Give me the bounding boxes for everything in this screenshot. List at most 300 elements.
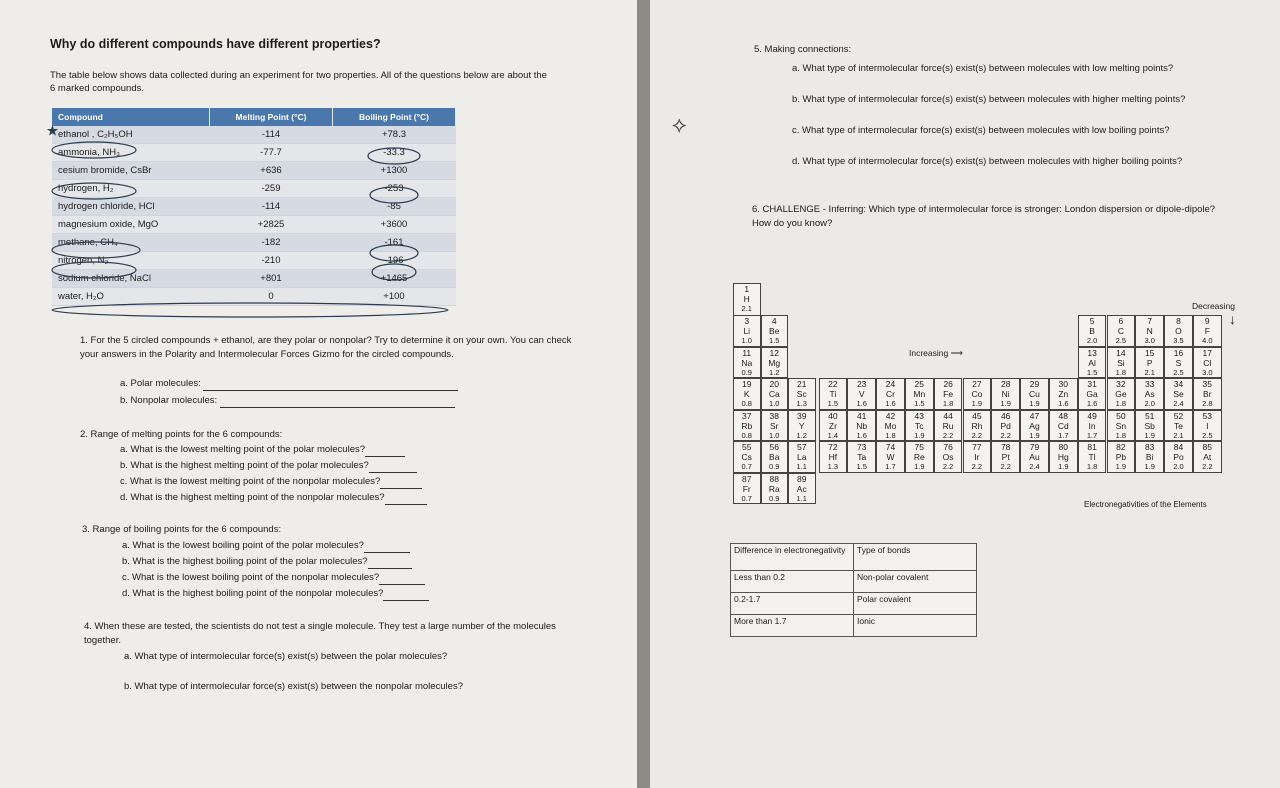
q1-a-label: a. Polar molecules: <box>120 378 201 389</box>
element-electronegativity: 3.0 <box>1144 336 1155 345</box>
element-symbol: Ag <box>1029 420 1040 431</box>
q3-c-row <box>122 571 425 585</box>
element-number: 37 <box>742 410 752 421</box>
arrow-down-icon: ↓ <box>1229 311 1236 327</box>
element-symbol: Zn <box>1058 389 1069 399</box>
element-cell <box>761 315 789 347</box>
element-cell <box>991 441 1020 473</box>
element-number: 26 <box>943 379 953 389</box>
element-symbol: Mo <box>884 420 897 431</box>
q2-a-answer-line[interactable] <box>365 446 405 457</box>
element-symbol: B <box>1089 326 1095 336</box>
element-symbol: At <box>1203 452 1212 462</box>
element-cell <box>1107 315 1136 347</box>
element-electronegativity: 1.9 <box>1029 430 1040 440</box>
element-electronegativity: 2.2 <box>1000 462 1011 471</box>
element-symbol: Po <box>1173 452 1184 462</box>
element-electronegativity: 0.9 <box>741 367 752 377</box>
q3-a-answer-line[interactable] <box>364 542 410 553</box>
q2-b-row <box>120 459 417 473</box>
periodic-table-caption: Electronegativities of the Elements <box>1084 500 1207 509</box>
element-cell <box>761 473 789 505</box>
element-cell <box>1020 378 1049 410</box>
element-electronegativity: 1.8 <box>942 399 954 408</box>
element-cell <box>905 378 934 410</box>
element-cell <box>963 378 992 410</box>
element-cell <box>963 410 992 442</box>
element-electronegativity: 1.2 <box>796 430 807 440</box>
bond-type-table <box>730 543 977 637</box>
element-cell <box>1049 378 1078 410</box>
element-cell <box>876 378 905 410</box>
element-symbol: Bi <box>1145 452 1154 462</box>
element-electronegativity: 1.0 <box>769 430 780 440</box>
element-number: 89 <box>797 473 807 484</box>
element-number: 50 <box>1116 410 1126 421</box>
question-2: 2. Range of melting points for the 6 compounds: <box>80 429 283 440</box>
element-number: 75 <box>914 442 925 452</box>
element-electronegativity: 1.5 <box>856 462 867 471</box>
q3-b-label: b. What is the highest boiling point of the polar molecules? <box>122 556 368 567</box>
element-number: 9 <box>1204 316 1210 326</box>
element-number: 34 <box>1173 379 1184 389</box>
element-electronegativity: 1.9 <box>1144 462 1155 471</box>
element-electronegativity: 1.2 <box>769 367 780 377</box>
element-cell <box>847 410 876 442</box>
element-cell <box>1078 378 1107 410</box>
element-symbol: Y <box>798 420 805 431</box>
element-symbol: Rb <box>741 420 753 431</box>
q2-a-label: a. What is the lowest melting point of the polar molecules? <box>120 444 366 455</box>
element-cell <box>1049 410 1078 442</box>
element-cell <box>905 441 934 473</box>
circle-nitrogen-bp <box>372 264 416 280</box>
element-symbol: La <box>797 452 807 462</box>
melting-point-cell: -77.7 <box>210 144 333 162</box>
element-number: 7 <box>1147 316 1153 326</box>
boiling-point-cell: -196 <box>333 252 456 270</box>
element-cell <box>847 378 876 410</box>
element-number: 83 <box>1144 442 1155 452</box>
element-symbol: Pd <box>1000 420 1011 431</box>
q3-c-label: c. What is the lowest boiling point of the nonpolar molecules? <box>122 572 380 583</box>
element-symbol: Hg <box>1057 452 1069 462</box>
element-number: 17 <box>1202 347 1213 358</box>
element-electronegativity: 1.8 <box>885 430 896 440</box>
element-number: 12 <box>769 347 779 358</box>
element-symbol: Cu <box>1029 389 1040 399</box>
element-electronegativity: 1.4 <box>827 430 839 440</box>
element-number: 78 <box>1000 442 1011 452</box>
question-5: 5. Making connections: <box>754 44 852 55</box>
element-electronegativity: 2.5 <box>1173 367 1184 377</box>
q5-d-label: d. What type of intermolecular force(s) exist(s) between molecules with higher boiling points? <box>792 156 1183 167</box>
melting-point-cell: -114 <box>210 126 333 144</box>
element-number: 41 <box>856 410 867 421</box>
element-number: 72 <box>828 442 838 452</box>
pencil-sketch-mark: ⟡ <box>672 112 687 137</box>
element-symbol: N <box>1146 326 1153 336</box>
element-number: 77 <box>972 442 982 452</box>
q2-b-answer-line[interactable] <box>369 462 417 473</box>
element-electronegativity: 1.9 <box>1000 399 1011 408</box>
element-electronegativity: 2.0 <box>1144 399 1155 408</box>
element-electronegativity: 1.8 <box>1115 399 1127 408</box>
element-number: 30 <box>1058 379 1069 389</box>
decreasing-label: Decreasing <box>1192 301 1235 311</box>
element-electronegativity: 1.0 <box>741 336 752 345</box>
element-electronegativity: 2.0 <box>1173 462 1184 471</box>
melting-point-cell: -259 <box>210 180 333 198</box>
q3-d-answer-line[interactable] <box>383 590 429 601</box>
element-symbol: Ra <box>768 483 780 494</box>
element-cell <box>1078 347 1107 379</box>
question-1: 1. For the 5 circled compounds + ethanol, are they polar or nonpolar? Try to determine it on your own. You can check your answers in the Polarity and Intermolecular Forces Gizmo for the circled compounds. <box>80 335 572 360</box>
element-cell <box>819 378 848 410</box>
element-number: 76 <box>943 442 953 452</box>
circle-annotations <box>0 0 637 330</box>
bonds-header-type: Type of bonds <box>854 544 977 571</box>
q2-d-answer-line[interactable] <box>385 494 427 505</box>
boiling-point-cell: -253 <box>333 180 456 198</box>
element-electronegativity: 1.6 <box>856 430 867 440</box>
element-cell <box>1135 410 1164 442</box>
element-symbol: Zr <box>828 420 837 431</box>
q1-a-answer-line[interactable] <box>203 380 458 391</box>
element-number: 31 <box>1087 379 1097 389</box>
element-number: 13 <box>1087 347 1097 358</box>
q2-c-answer-line[interactable] <box>380 478 422 489</box>
element-symbol: Na <box>741 357 753 368</box>
element-symbol: Li <box>743 326 751 336</box>
element-electronegativity: 0.7 <box>741 493 752 503</box>
element-cell <box>761 378 789 410</box>
compound-cell: hydrogen, H₂ <box>52 180 210 198</box>
element-symbol: In <box>1088 420 1096 431</box>
q2-d-row <box>120 491 427 505</box>
element-symbol: H <box>743 294 750 304</box>
element-electronegativity: 1.9 <box>914 462 925 471</box>
element-symbol: Ca <box>768 389 780 399</box>
element-electronegativity: 1.5 <box>769 336 780 345</box>
element-electronegativity: 1.8 <box>1086 462 1098 471</box>
q4-a-label: a. What type of intermolecular force(s) exist(s) between the polar molecules? <box>124 651 448 662</box>
compound-cell: magnesium oxide, MgO <box>52 216 210 234</box>
element-symbol: Ru <box>942 420 954 431</box>
element-electronegativity: 0.7 <box>741 462 752 471</box>
element-cell <box>1193 441 1222 473</box>
element-electronegativity: 2.1 <box>1173 430 1184 440</box>
melting-point-cell: 0 <box>210 288 333 306</box>
element-cell <box>1193 315 1222 347</box>
element-number: 85 <box>1202 442 1213 452</box>
element-electronegativity: 1.7 <box>1058 430 1069 440</box>
element-cell <box>876 410 905 442</box>
element-symbol: P <box>1146 357 1153 368</box>
element-electronegativity: 0.8 <box>741 399 752 408</box>
element-electronegativity: 0.9 <box>769 493 780 503</box>
compound-cell: ethanol , C₂H₅OH <box>52 126 210 144</box>
element-electronegativity: 4.0 <box>1202 336 1213 345</box>
bonds-type-cell: Ionic <box>854 615 977 637</box>
element-electronegativity: 1.7 <box>1086 430 1098 440</box>
q3-b-answer-line[interactable] <box>368 558 412 569</box>
element-symbol: C <box>1117 326 1124 336</box>
element-symbol: Pt <box>1001 452 1010 462</box>
element-number: 22 <box>828 379 838 389</box>
q2-c-label: c. What is the lowest melting point of the nonpolar molecules? <box>120 476 381 487</box>
element-electronegativity: 2.0 <box>1086 336 1098 345</box>
element-electronegativity: 2.2 <box>1000 430 1011 440</box>
element-number: 55 <box>742 442 752 452</box>
element-electronegativity: 2.2 <box>971 430 983 440</box>
q1-b-answer-line[interactable] <box>220 397 455 408</box>
element-number: 27 <box>972 379 982 389</box>
boiling-point-cell: -85 <box>333 198 456 216</box>
element-symbol: Mn <box>913 389 926 399</box>
element-cell <box>1135 378 1164 410</box>
bonds-header-difference: Difference in electronegativity <box>731 544 854 571</box>
element-cell <box>1193 347 1222 379</box>
element-symbol: Sn <box>1115 420 1127 431</box>
melting-point-cell: -182 <box>210 234 333 252</box>
element-electronegativity: 1.6 <box>1058 399 1069 408</box>
circle-nitrogen <box>52 262 136 278</box>
element-cell <box>934 410 963 442</box>
element-cell <box>1135 441 1164 473</box>
compound-cell: nitrogen, N₂ <box>52 252 210 270</box>
element-symbol: Sb <box>1144 420 1155 431</box>
element-electronegativity: 1.9 <box>971 399 983 408</box>
compound-cell: hydrogen chloride, HCl <box>52 198 210 216</box>
element-number: 79 <box>1029 442 1040 452</box>
melting-point-cell: +2825 <box>210 216 333 234</box>
bonds-row <box>731 615 977 637</box>
element-electronegativity: 2.4 <box>1029 462 1040 471</box>
element-number: 82 <box>1116 442 1126 452</box>
element-electronegativity: 1.9 <box>1115 462 1127 471</box>
element-electronegativity: 0.9 <box>769 462 780 471</box>
question-3: 3. Range of boiling points for the 6 compounds: <box>82 524 282 535</box>
element-cell <box>733 315 761 347</box>
q3-d-row <box>122 587 429 601</box>
element-number: 48 <box>1058 410 1069 421</box>
element-electronegativity: 2.2 <box>971 462 983 471</box>
element-cell <box>1078 410 1107 442</box>
element-cell <box>733 378 761 410</box>
element-cell <box>934 378 963 410</box>
element-symbol: V <box>858 389 865 399</box>
element-symbol: Be <box>769 326 780 336</box>
element-number: 53 <box>1202 410 1213 421</box>
element-symbol: Ni <box>1001 389 1010 399</box>
element-symbol: Ir <box>974 452 980 462</box>
q4-b-label: b. What type of intermolecular force(s) exist(s) between the nonpolar molecules? <box>124 681 463 692</box>
element-electronegativity: 1.9 <box>1058 462 1069 471</box>
circle-ammonia-bp <box>368 148 420 164</box>
element-number: 38 <box>769 410 779 421</box>
element-electronegativity: 1.8 <box>1115 430 1127 440</box>
q3-a-row <box>122 539 410 553</box>
element-number: 4 <box>771 316 777 326</box>
element-cell <box>733 283 761 316</box>
element-number: 3 <box>744 316 750 326</box>
element-cell <box>1049 441 1078 473</box>
element-electronegativity: 2.2 <box>942 462 954 471</box>
header-compound: Compound <box>52 108 210 126</box>
element-cell <box>905 410 934 442</box>
element-electronegativity: 2.8 <box>1202 399 1213 408</box>
melting-point-cell: -114 <box>210 198 333 216</box>
element-number: 16 <box>1173 347 1184 358</box>
element-cell <box>761 441 789 473</box>
element-number: 44 <box>943 410 953 421</box>
element-cell <box>1193 410 1222 442</box>
element-electronegativity: 2.2 <box>1202 462 1213 471</box>
circle-methane <box>52 242 140 258</box>
q1-a-row <box>120 377 458 391</box>
element-electronegativity: 1.5 <box>1086 367 1098 377</box>
element-symbol: I <box>1206 420 1209 431</box>
q2-a-row <box>120 443 405 457</box>
element-symbol: Ge <box>1115 389 1127 399</box>
element-number: 46 <box>1000 410 1011 421</box>
compound-cell: methane, CH₄ <box>52 234 210 252</box>
element-electronegativity: 1.9 <box>1144 430 1155 440</box>
element-number: 40 <box>828 410 838 421</box>
element-number: 74 <box>885 442 896 452</box>
element-symbol: Os <box>942 452 954 462</box>
element-number: 42 <box>885 410 896 421</box>
element-cell <box>1020 441 1049 473</box>
element-cell <box>991 410 1020 442</box>
element-number: 11 <box>742 347 752 358</box>
element-cell <box>819 441 848 473</box>
element-electronegativity: 1.9 <box>914 430 925 440</box>
element-cell <box>733 441 761 473</box>
element-cell <box>1193 378 1222 410</box>
element-number: 32 <box>1116 379 1126 389</box>
element-electronegativity: 1.6 <box>856 399 867 408</box>
boiling-point-cell: -161 <box>333 234 456 252</box>
element-number: 39 <box>797 410 807 421</box>
compound-cell: water, H₂O <box>52 288 210 306</box>
element-symbol: K <box>743 389 750 399</box>
element-symbol: Ga <box>1086 389 1098 399</box>
element-symbol: F <box>1204 326 1210 336</box>
element-number: 28 <box>1000 379 1011 389</box>
element-electronegativity: 2.1 <box>1144 367 1155 377</box>
header-boiling-point: Boiling Point (°C) <box>333 108 456 126</box>
element-electronegativity: 3.0 <box>1202 367 1213 377</box>
element-symbol: Hf <box>828 452 838 462</box>
element-electronegativity: 1.1 <box>796 462 807 471</box>
bonds-range-cell: 0.2-1.7 <box>731 593 854 615</box>
circle-hydrogen-bp <box>370 187 418 203</box>
element-number: 84 <box>1173 442 1184 452</box>
element-symbol: Ta <box>857 452 867 462</box>
element-symbol: Fe <box>943 389 954 399</box>
element-electronegativity: 2.4 <box>1173 399 1184 408</box>
element-number: 45 <box>972 410 982 421</box>
intro-text: The table below shows data collected during an experiment for two properties. All of the questions below are about the 6 marked compounds. <box>50 70 547 94</box>
element-cell <box>1107 378 1136 410</box>
q2-c-row <box>120 475 422 489</box>
element-cell <box>788 410 816 442</box>
element-symbol: Rh <box>971 420 983 431</box>
element-symbol: Se <box>1173 389 1184 399</box>
element-electronegativity: 1.1 <box>796 493 807 503</box>
element-symbol: Co <box>971 389 983 399</box>
element-number: 29 <box>1029 379 1040 389</box>
boiling-point-cell: +3600 <box>333 216 456 234</box>
circle-water-row <box>52 303 448 317</box>
element-cell <box>819 410 848 442</box>
element-symbol: Mg <box>768 357 781 368</box>
element-cell <box>1107 410 1136 442</box>
element-symbol: Tc <box>915 420 924 431</box>
element-electronegativity: 1.5 <box>914 399 925 408</box>
element-number: 5 <box>1089 316 1095 326</box>
element-number: 15 <box>1144 347 1155 358</box>
element-number: 21 <box>797 379 807 389</box>
element-cell <box>761 410 789 442</box>
boiling-point-cell: +1300 <box>333 162 456 180</box>
element-number: 19 <box>742 379 752 389</box>
melting-point-cell: -210 <box>210 252 333 270</box>
element-symbol: Br <box>1203 389 1212 399</box>
q2-b-label: b. What is the highest melting point of the polar molecules? <box>120 460 369 471</box>
q5-c-label: c. What type of intermolecular force(s) exist(s) between molecules with low boiling points? <box>792 125 1170 136</box>
element-cell <box>847 441 876 473</box>
right-worksheet-page <box>650 0 1280 788</box>
element-cell <box>733 410 761 442</box>
element-electronegativity: 2.5 <box>1115 336 1127 345</box>
compound-cell: ammonia, NH₃ <box>52 144 210 162</box>
bonds-row <box>731 593 977 615</box>
header-melting-point: Melting Point (°C) <box>210 108 333 126</box>
increasing-label <box>909 348 963 359</box>
element-symbol: Ac <box>796 483 807 494</box>
element-symbol: Sr <box>770 420 779 431</box>
element-symbol: Te <box>1174 420 1183 431</box>
element-cell <box>761 347 789 379</box>
element-electronegativity: 1.6 <box>1086 399 1098 408</box>
element-number: 52 <box>1173 410 1184 421</box>
element-electronegativity: 1.9 <box>1029 399 1040 408</box>
circle-hydrogen <box>52 183 136 199</box>
element-cell <box>991 378 1020 410</box>
element-number: 6 <box>1118 316 1124 326</box>
element-cell <box>733 347 761 379</box>
element-symbol: Ba <box>769 452 780 462</box>
element-cell <box>1078 441 1107 473</box>
element-cell <box>963 441 992 473</box>
element-number: 35 <box>1202 379 1213 389</box>
element-number: 49 <box>1087 410 1097 421</box>
q3-d-label: d. What is the highest boiling point of the nonpolar molecules? <box>122 588 384 599</box>
element-symbol: Au <box>1029 452 1040 462</box>
element-electronegativity: 2.1 <box>741 304 752 313</box>
q5-b-label: b. What type of intermolecular force(s) exist(s) between molecules with higher melting points? <box>792 94 1186 105</box>
element-cell <box>1164 347 1193 379</box>
q1-b-row <box>120 394 455 408</box>
q3-b-row <box>122 555 412 569</box>
element-electronegativity: 2.5 <box>1202 430 1213 440</box>
element-cell <box>1078 315 1107 347</box>
q3-c-answer-line[interactable] <box>379 574 425 585</box>
q3-a-label: a. What is the lowest boiling point of the polar molecules? <box>122 540 364 551</box>
